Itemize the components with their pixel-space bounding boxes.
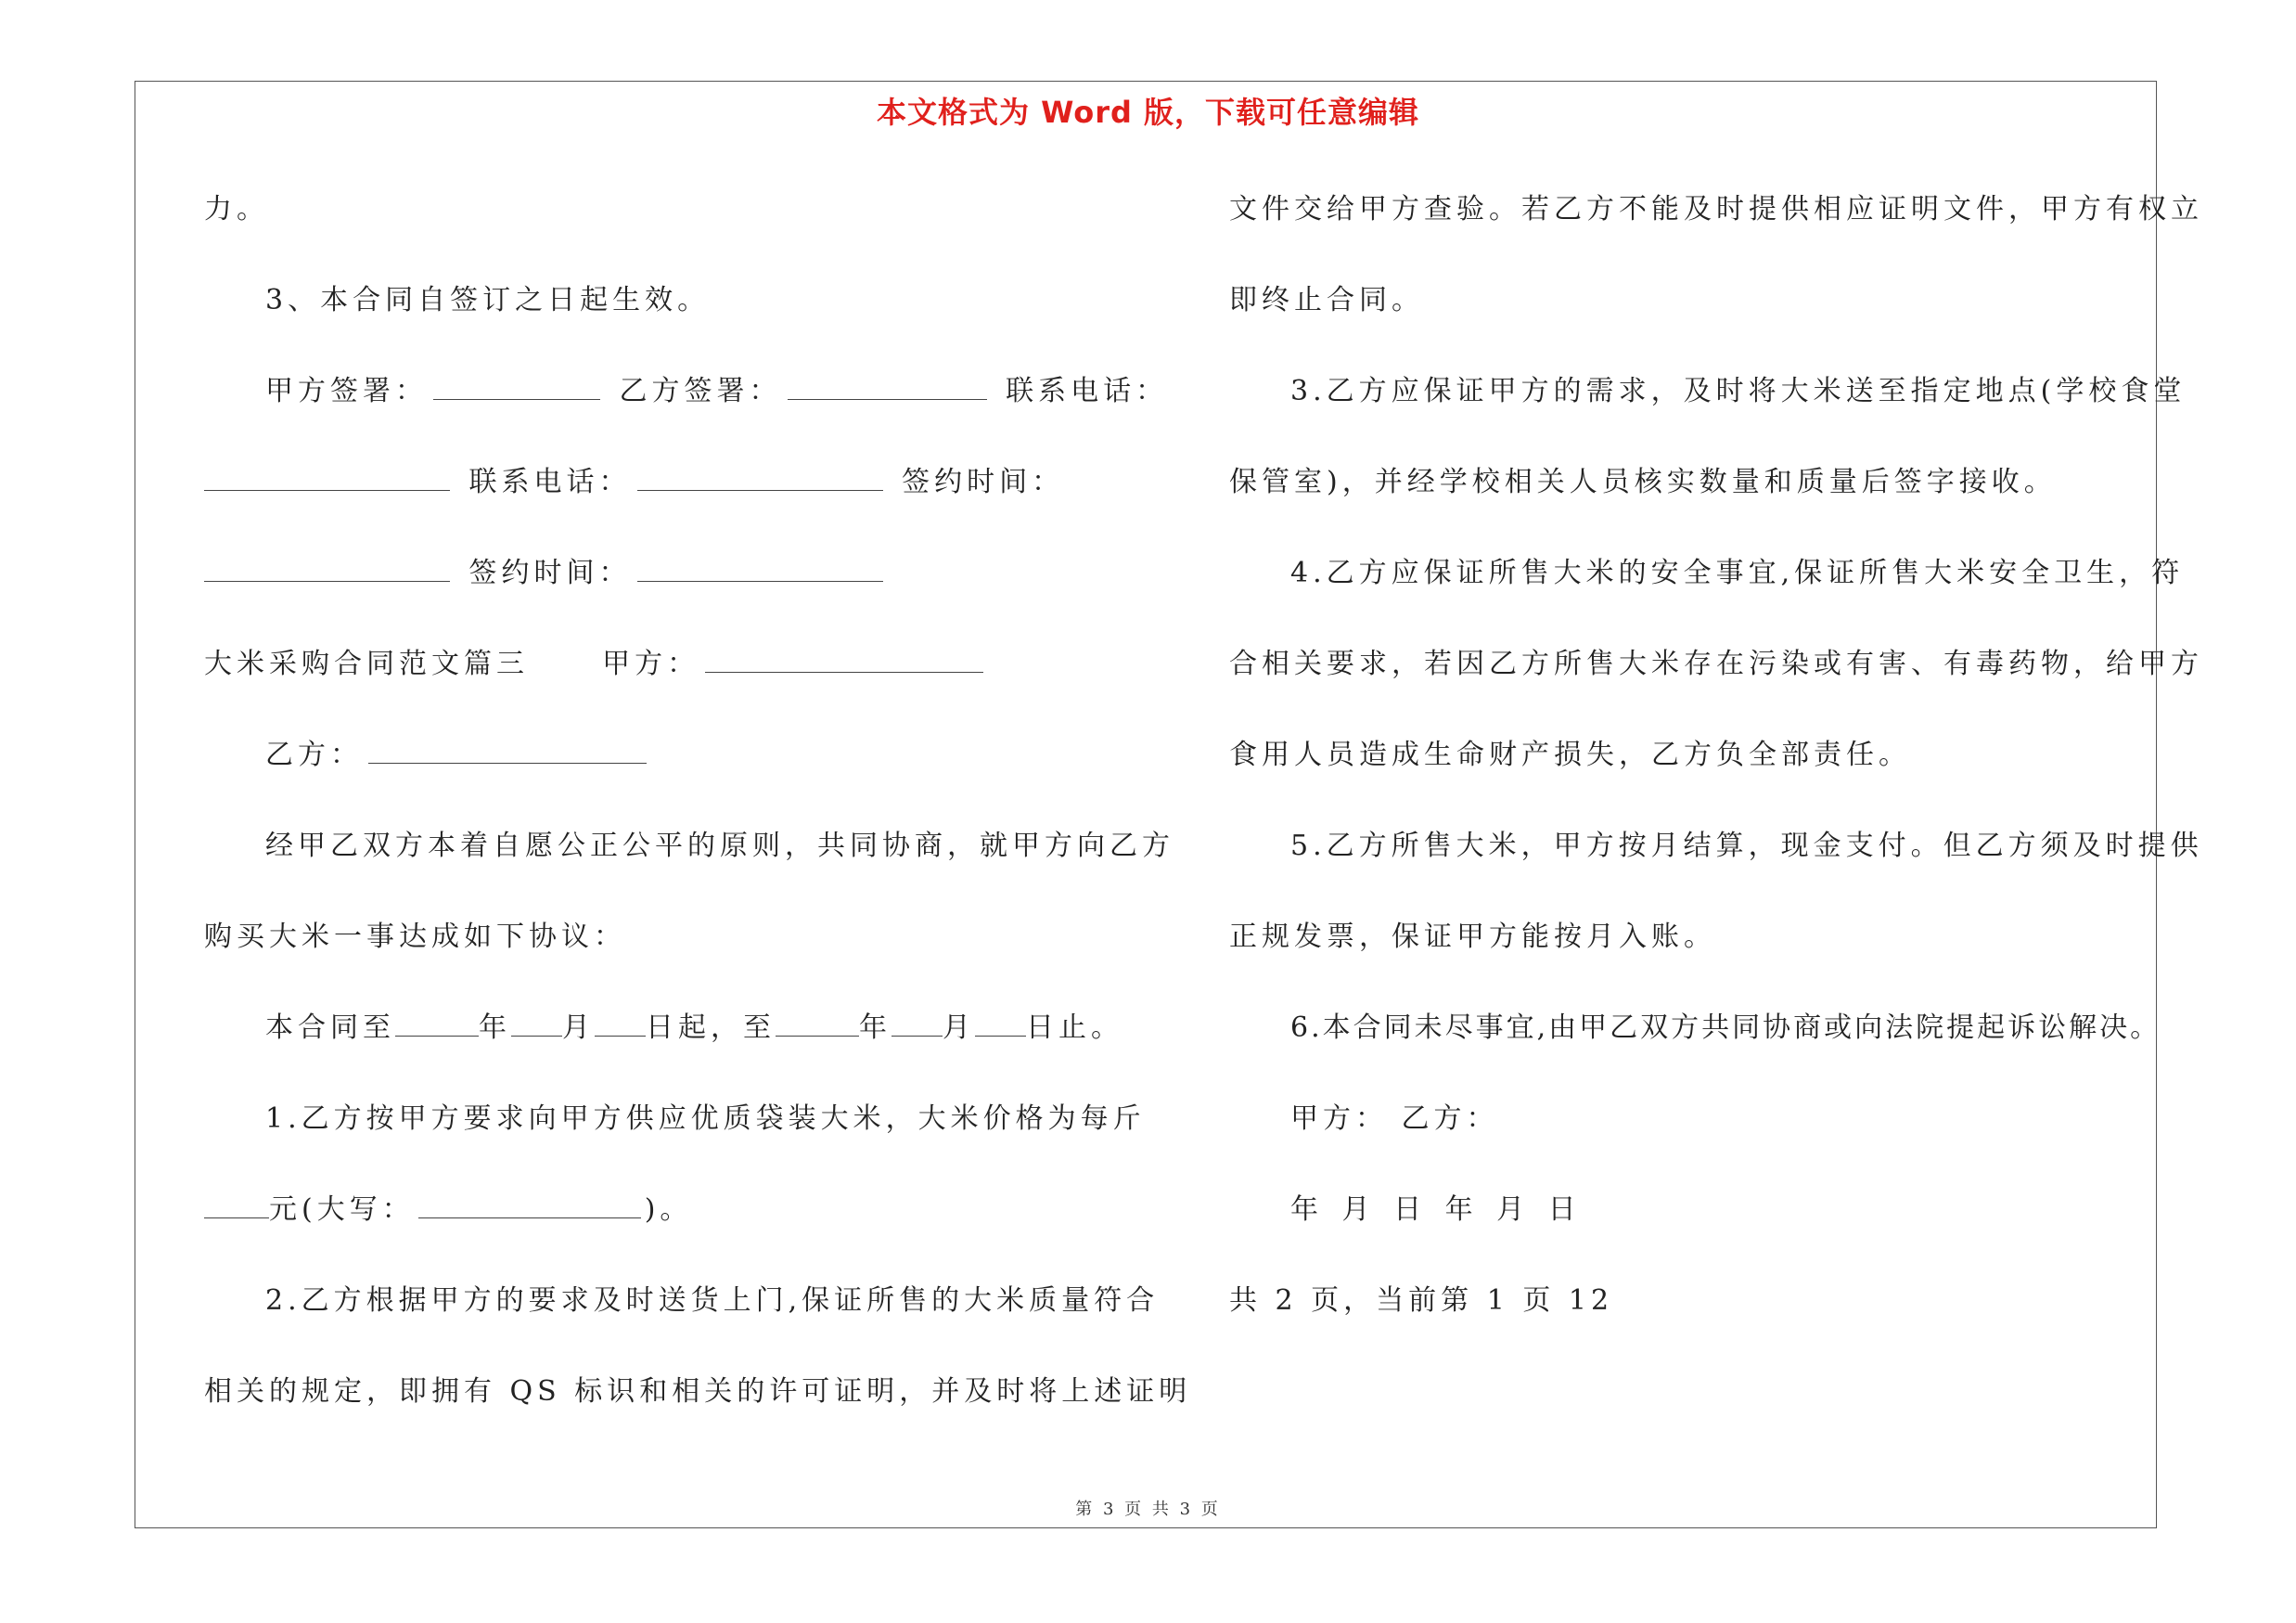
clause-6: 6.本合同未尽事宜,由甲乙双方共同协商或向法院提起诉讼解决。 (1290, 1011, 2161, 1044)
signature-dates: 年 月 日 年 月 日 (1290, 1193, 1581, 1226)
page-indicator: 共 2 页，当前第 1 页 12 (1229, 1284, 1614, 1317)
page-footer: 第 3 页 共 3 页 (1075, 1500, 1221, 1519)
price-blank (204, 1190, 269, 1218)
year-blank (776, 1008, 859, 1037)
term-text: 年 (479, 1011, 511, 1044)
party-b-label: 乙方： (265, 739, 363, 771)
sign-date-line (204, 549, 1150, 640)
paragraph-line: 购买大米一事达成如下协议： (204, 921, 626, 953)
phone-label: 联系电话： (1006, 375, 1169, 407)
term-text: 日起，至 (646, 1011, 776, 1044)
term-line (204, 1004, 1150, 1095)
clause-4: 4.乙方应保证所售大米的安全事宜,保证所售大米安全卫生，符 (1290, 557, 2185, 589)
clause-1: 1.乙方按甲方要求向甲方供应优质袋装大米，大米价格为每斤 (265, 1102, 1146, 1135)
clause-effective: 3、本合同自签订之日起生效。 (265, 284, 711, 316)
month-blank (891, 1008, 943, 1037)
price-words-blank (418, 1190, 641, 1218)
phone-blank (637, 462, 883, 491)
paragraph-line: 合相关要求，若因乙方所售大米存在污染或有害、有毒药物，给甲方 (1229, 648, 2203, 680)
sign-date-blank (204, 553, 450, 582)
party-a-signature-blank (433, 371, 600, 400)
signature-parties: 甲方： 乙方： (1290, 1102, 1499, 1135)
price-text: 元(大写： (269, 1193, 415, 1226)
sign-date-label: 签约时间： (468, 557, 632, 589)
paragraph-line: 力。 (204, 193, 269, 225)
sign-date-label: 签约时间： (902, 466, 1065, 498)
section-title: 大米采购合同范文篇三 (204, 648, 529, 680)
paragraph-line: 即终止合同。 (1229, 284, 1424, 316)
party-b-signature-label: 乙方签署： (619, 375, 782, 407)
paragraph-line: 食用人员造成生命财产损失，乙方负全部责任。 (1229, 739, 1911, 771)
day-blank (975, 1008, 1026, 1037)
term-text: 年 (859, 1011, 891, 1044)
price-text: )。 (644, 1193, 693, 1226)
clause-5: 5.乙方所售大米，甲方按月结算，现金支付。但乙方须及时提供 (1290, 830, 2203, 862)
phone-label: 联系电话： (468, 466, 632, 498)
clause-3: 3.乙方应保证甲方的需求，及时将大米送至指定地点(学校食堂 (1290, 375, 2187, 407)
party-a-blank (705, 644, 983, 673)
party-b-signature-blank (788, 371, 987, 400)
party-a-label: 甲方： (602, 648, 700, 680)
clause-2: 2.乙方根据甲方的要求及时送货上门,保证所售的大米质量符合 (265, 1284, 1160, 1317)
term-text: 月 (943, 1011, 975, 1044)
day-blank (595, 1008, 646, 1037)
price-line (204, 1186, 1150, 1277)
contact-line (204, 458, 1150, 549)
contract-heading-line (204, 640, 1150, 731)
term-text: 本合同至 (265, 1011, 395, 1044)
party-b-line (204, 731, 1150, 822)
phone-blank (204, 462, 450, 491)
paragraph-line: 经甲乙双方本着自愿公正公平的原则，共同协商，就甲方向乙方 (265, 830, 1174, 862)
term-text: 月 (562, 1011, 595, 1044)
party-a-signature-label: 甲方签署： (265, 375, 428, 407)
sign-date-blank (637, 553, 883, 582)
year-blank (395, 1008, 479, 1037)
paragraph-line: 保管室)，并经学校相关人员核实数量和质量后签字接收。 (1229, 466, 2057, 498)
left-column (204, 186, 1192, 1459)
month-blank (511, 1008, 562, 1037)
format-banner: 本文格式为 Word 版，下载可任意编辑 (876, 95, 1420, 130)
signature-line (204, 367, 1169, 458)
right-column (1229, 186, 2203, 1368)
term-text: 日止。 (1026, 1011, 1123, 1044)
paragraph-line: 相关的规定，即拥有 QS 标识和相关的许可证明，并及时将上述证明 (204, 1375, 1192, 1408)
paragraph-line: 文件交给甲方查验。若乙方不能及时提供相应证明文件，甲方有权立 (1229, 193, 2203, 225)
paragraph-line: 正规发票，保证甲方能按月入账。 (1229, 921, 1716, 953)
party-b-blank (368, 735, 647, 764)
